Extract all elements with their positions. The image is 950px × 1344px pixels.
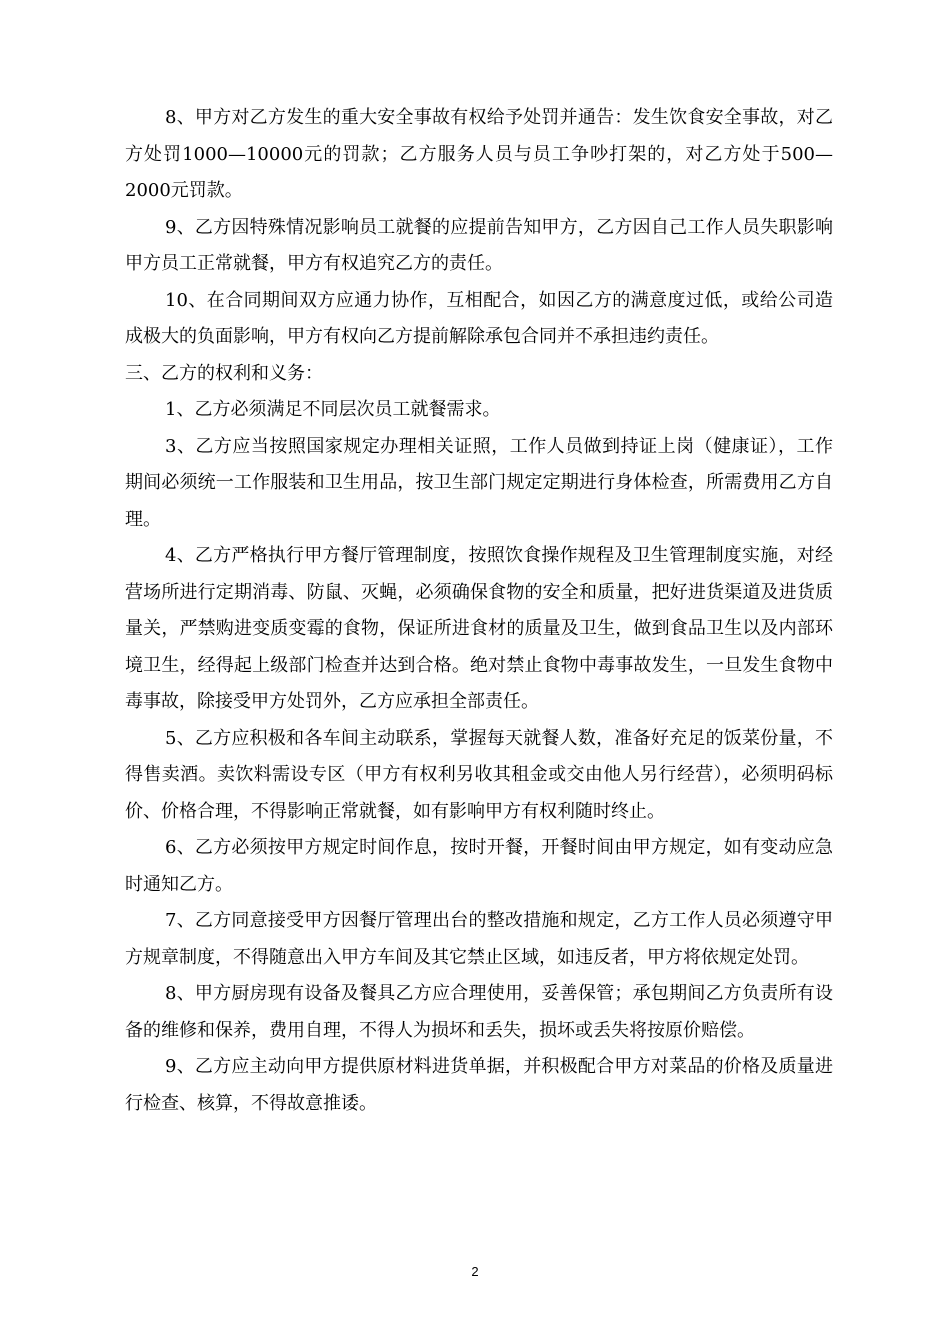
paragraph: 9、乙方因特殊情况影响员工就餐的应提前告知甲方，乙方因自己工作人员失职影响甲方员工正常就餐，甲方有权追究乙方的责任。 bbox=[125, 216, 833, 274]
paragraph: 1、乙方必须满足不同层次员工就餐需求。 bbox=[165, 399, 501, 420]
paragraph: 8、甲方对乙方发生的重大安全事故有权给予处罚并通告：发生饮食安全事故，对乙方处罚1000—10000元的罚款；乙方服务人员与员工争吵打架的，对乙方处于500—2000元罚款。 bbox=[125, 107, 833, 201]
document-body bbox=[125, 100, 833, 1122]
paragraph: 10、在合同期间双方应通力协作，互相配合，如因乙方的满意度过低，或给公司造成极大的负面影响，甲方有权向乙方提前解除承包合同并不承担违约责任。 bbox=[125, 289, 833, 347]
paragraph: 7、乙方同意接受甲方因餐厅管理出台的整改措施和规定，乙方工作人员必须遵守甲方规章制度，不得随意出入甲方车间及其它禁止区域，如违反者，甲方将依规定处罚。 bbox=[125, 910, 833, 968]
paragraph: 9、乙方应主动向甲方提供原材料进货单据，并积极配合甲方对菜品的价格及质量进行检查、核算，不得故意推诿。 bbox=[125, 1056, 833, 1114]
paragraph: 5、乙方应积极和各车间主动联系，掌握每天就餐人数，准备好充足的饭菜份量，不得售卖酒。卖饮料需设专区（甲方有权利另收其租金或交由他人另行经营），必须明码标价、价格合理，不得影响正常就餐，如有影响甲方有权利随时终止。 bbox=[125, 727, 833, 822]
page-number: 2 bbox=[471, 1264, 479, 1279]
paragraph: 6、乙方必须按甲方规定时间作息，按时开餐，开餐时间由甲方规定，如有变动应急时通知乙方。 bbox=[125, 837, 833, 895]
section-heading: 三、乙方的权利和义务： bbox=[125, 362, 323, 384]
paragraph: 4、乙方严格执行甲方餐厅管理制度，按照饮食操作规程及卫生管理制度实施，对经营场所进行定期消毒、防鼠、灭蝇，必须确保食物的安全和质量，把好进货渠道及进货质量关，严禁购进变质变霉的食物，保证所进食材的质量及卫生，做到食品卫生以及内部环境卫生，经得起上级部门检查并达到合格。绝对禁止食物中毒事故发生，一旦发生食物中毒事故，除接受甲方处罚外，乙方应承担全部责任。 bbox=[125, 545, 833, 712]
paragraph: 8、甲方厨房现有设备及餐具乙方应合理使用，妥善保管；承包期间乙方负责所有设备的维修和保养，费用自理，不得人为损坏和丢失，损坏或丢失将按原价赔偿。 bbox=[125, 983, 833, 1041]
paragraph: 3、乙方应当按照国家规定办理相关证照，工作人员做到持证上岗（健康证），工作期间必须统一工作服装和卫生用品，按卫生部门规定定期进行身体检查，所需费用乙方自理。 bbox=[125, 435, 833, 530]
